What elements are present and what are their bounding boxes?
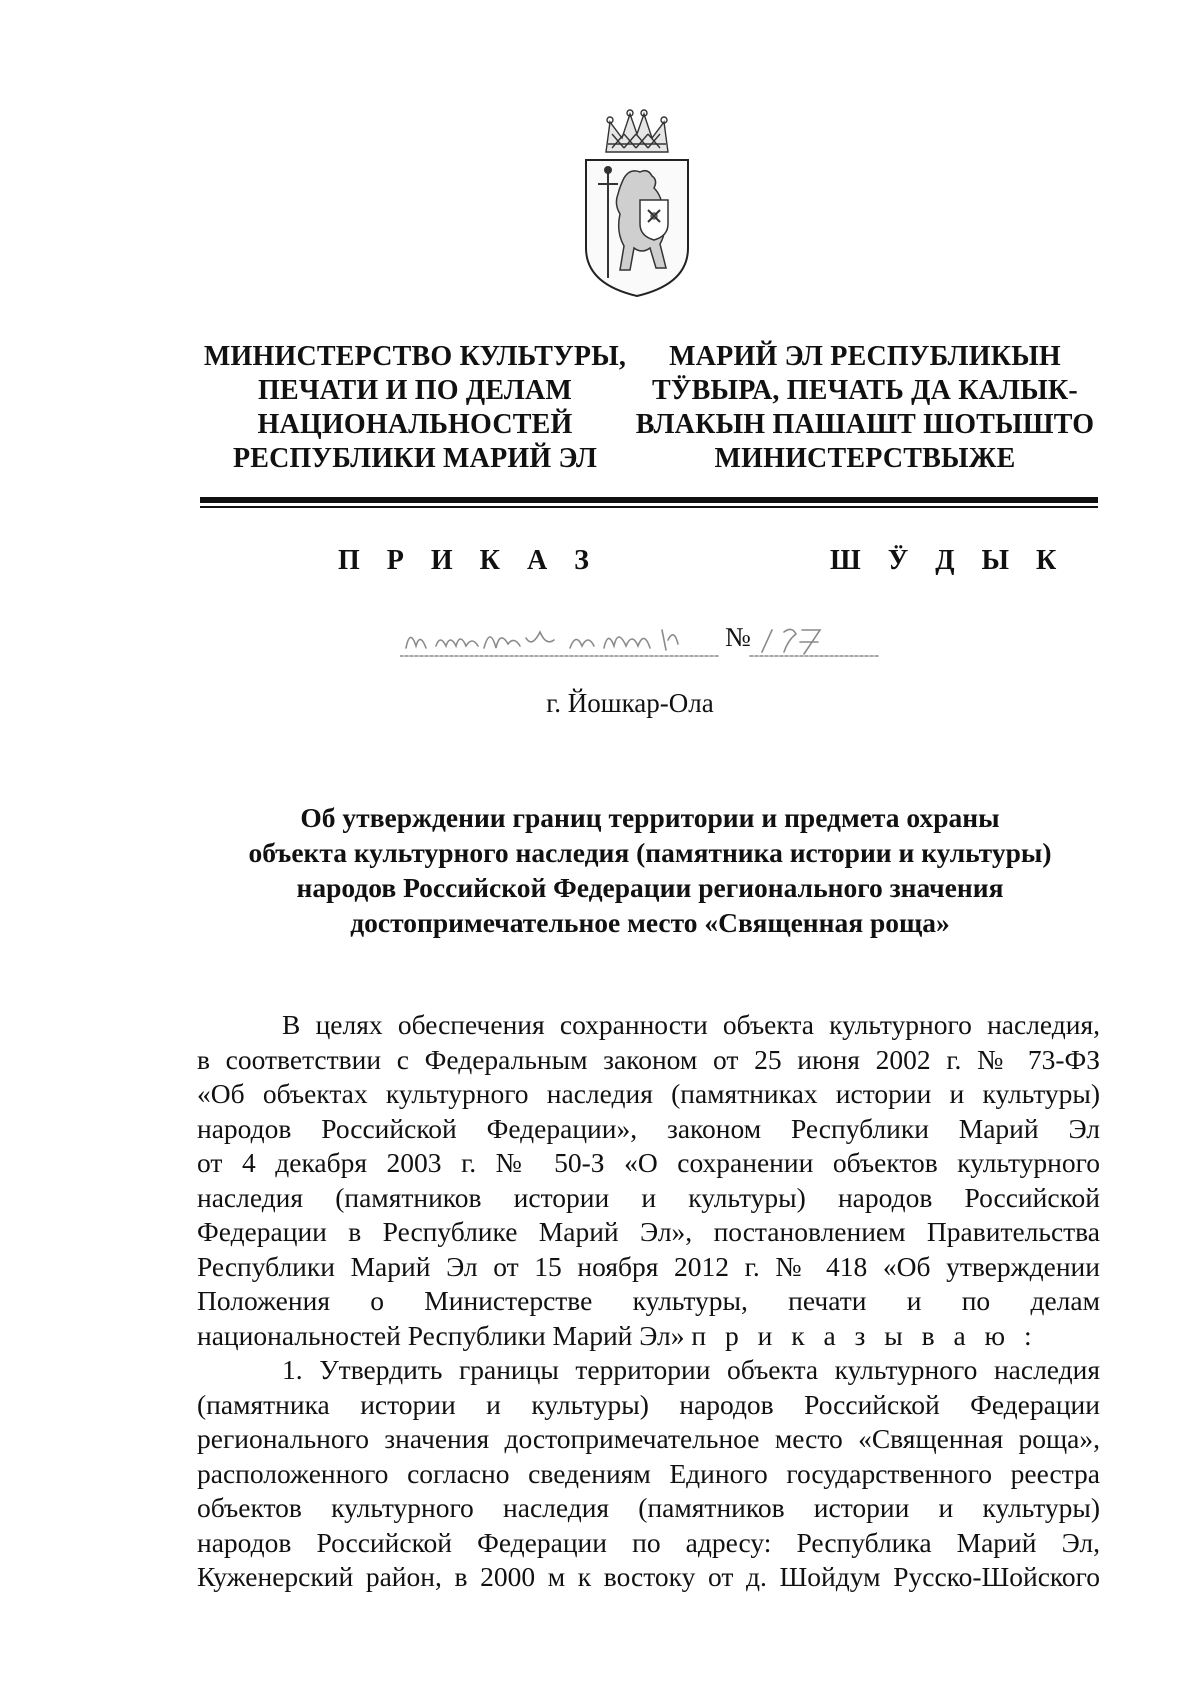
ministry-mari-line: ТӰВЫРА, ПЕЧАТЬ ДА КАЛЫК- xyxy=(652,375,1078,406)
handwritten-date-number xyxy=(400,618,880,662)
body-line: В целях обеспечения сохранности объекта культурного наследия, xyxy=(282,1009,1100,1040)
ministry-mari-line: МИНИСТЕРСТВЫЖЕ xyxy=(714,443,1016,474)
body-line: народов Российской Федерации», законом Республики Марий Эл xyxy=(197,1112,1100,1144)
ministry-ru-line: ПЕЧАТИ И ПО ДЕЛАМ xyxy=(257,375,573,406)
body-line: (памятника истории и культуры) народов Российской Федерации xyxy=(197,1388,1100,1420)
header-divider-thin xyxy=(200,506,1098,508)
order-subject-heading xyxy=(200,800,1100,940)
body-line: расположенного согласно сведениям Единого государственного реестра xyxy=(197,1457,1100,1489)
order-body xyxy=(197,1008,1100,1595)
body-line: объектов культурного наследия (памятников истории и культуры) xyxy=(197,1492,1100,1523)
order-decree-word: п р и к а з ы в а ю : xyxy=(691,1319,1038,1351)
body-line: регионального значения достопримечательное место «Священная роща», xyxy=(197,1423,1100,1454)
subject-line: народов Российской Федерации регионального значения xyxy=(296,872,1004,903)
body-line: от 4 декабря 2003 г. № 50-З «О сохранении объектов культурного xyxy=(197,1147,1100,1178)
body-line: 1. Утвердить границы территории объекта культурного наследия xyxy=(282,1354,1100,1385)
order-title-mari: Ш Ӱ Д Ы К xyxy=(830,545,1067,576)
header-divider-thick xyxy=(200,497,1098,503)
body-line: наследия (памятников истории и культуры) народов Российской xyxy=(197,1181,1100,1213)
body-line: в соответствии с Федеральным законом от 25 июня 2002 г. № 73-ФЗ xyxy=(197,1043,1100,1075)
ministry-ru-line: РЕСПУБЛИКИ МАРИЙ ЭЛ xyxy=(232,443,598,474)
body-line-text: национальностей Республики Марий Эл» xyxy=(197,1319,685,1351)
city-name: г. Йошкар-Ола xyxy=(546,688,714,718)
ministry-name-mari xyxy=(630,340,1100,476)
subject-line: достопримечательное место «Священная роща» xyxy=(350,907,950,938)
subject-line: Об утверждении границ территории и предмета охраны xyxy=(300,802,1000,833)
body-line: Федерации в Республике Марий Эл», постановлением Правительства xyxy=(197,1216,1100,1247)
body-line: Республики Марий Эл от 15 ноября 2012 г. № 418 «Об утверждении xyxy=(197,1250,1100,1282)
coat-of-arms-emblem xyxy=(578,108,696,300)
body-line: Куженерский район, в 2000 м к востоку от д. Шойдум Русско-Шойского xyxy=(197,1561,1100,1592)
ministry-ru-line: МИНИСТЕРСТВО КУЛЬТУРЫ, xyxy=(203,341,627,372)
ministry-mari-line: ВЛАКЫН ПАШАШТ ШОТЫШТО xyxy=(635,409,1095,440)
ministry-mari-line: МАРИЙ ЭЛ РЕСПУБЛИКЫН xyxy=(669,341,1061,372)
ministry-name-russian xyxy=(180,340,650,476)
body-line: народов Российской Федерации по адресу: Республика Марий Эл, xyxy=(197,1526,1100,1558)
body-line xyxy=(197,1319,1100,1354)
body-line: Положения о Министерстве культуры, печати и по делам xyxy=(197,1285,1100,1316)
order-title-russian: П Р И К А З xyxy=(338,545,599,576)
ministry-ru-line: НАЦИОНАЛЬНОСТЕЙ xyxy=(257,409,573,440)
order-number-sign: № xyxy=(725,622,751,652)
body-line: «Об объектах культурного наследия (памятниках истории и культуры) xyxy=(197,1078,1100,1109)
subject-line: объекта культурного наследия (памятника истории и культуры) xyxy=(248,837,1052,868)
